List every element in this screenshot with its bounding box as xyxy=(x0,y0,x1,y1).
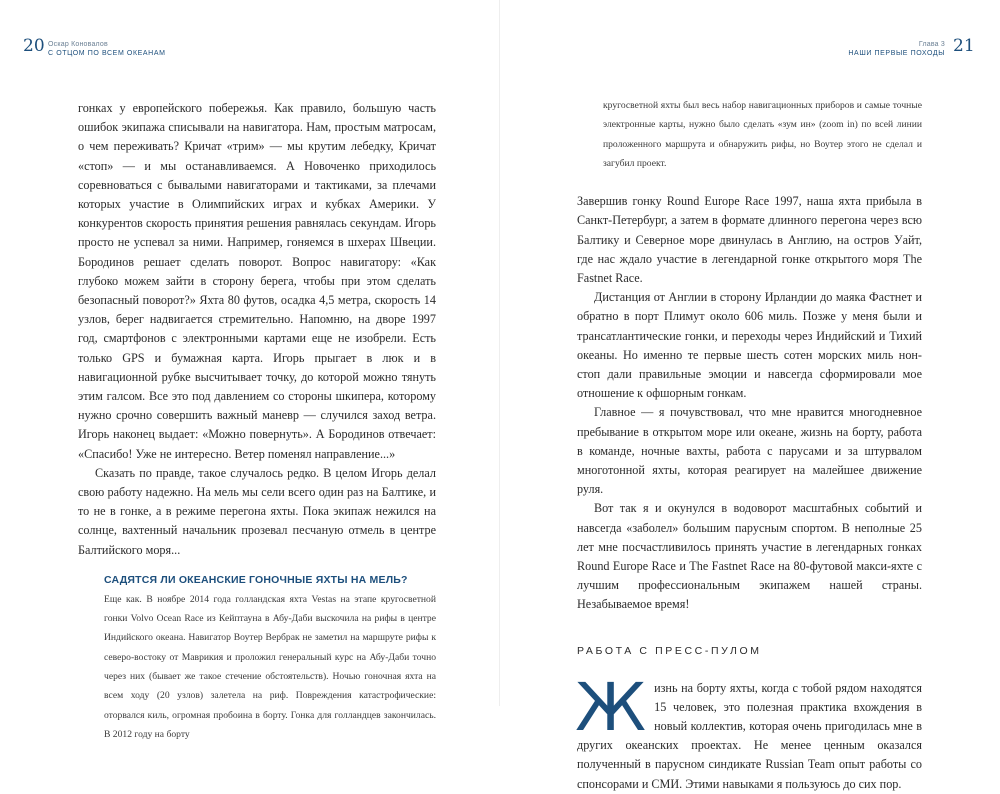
running-head-left xyxy=(48,40,166,58)
body-paragraph: Дистанция от Англии в сторону Ирландии до маяка Фастнет и обратно в порт Плимут около 606 миль. Позже у меня были и трансатлантические гонки, и переходы через Индийский и Тихий океаны. Но именно те первые шесть сотен морских миль нон-стоп дали правильные эмоции и навсегда сформировали мое отношение к офшорным гонкам. xyxy=(577,290,922,401)
left-page-body xyxy=(78,99,436,744)
section-heading: РАБОТА С ПРЕСС-ПУЛОМ xyxy=(577,644,762,657)
gutter xyxy=(499,0,500,706)
chapter-title: НАШИ ПЕРВЫЕ ПОХОДЫ xyxy=(848,50,945,57)
dropcap-paragraph xyxy=(575,668,922,794)
book-title: С ОТЦОМ ПО ВСЕМ ОКЕАНАМ xyxy=(48,50,166,57)
body-paragraph: Главное — я почувствовал, что мне нравится многодневное пребывание в открытом море или океане, жизнь на борту, работа в команде, ночные вахты, работа с парусами и за штурвалом многотонной яхты, которая реагирует на малейшее движение руля. xyxy=(577,405,922,497)
author-name: Оскар Коновалов xyxy=(48,41,108,48)
sidebar-continuation: кругосветной яхты был весь набор навигационных приборов и самые точные электронные карты, нужно было сделать «зум ин» (zoom in) по всей линии проложенного маршрута и обнаружить рифы, но Воутер этого не сделал и загубил проект. xyxy=(603,100,922,169)
body-paragraph: Завершив гонку Round Europe Race 1997, наша яхта прибыла в Санкт-Петербург, а затем в формате длинного перегона через всю Балтику и Северное море двинулась в Англию, на остров Уайт, где нас ждало участие в легендарной гонке открытого моря The Fastnet Race. xyxy=(577,194,922,285)
page-number-right: 21 xyxy=(953,36,975,56)
dropcap-letter: Ж xyxy=(575,668,647,746)
chapter-label: Глава 3 xyxy=(918,41,945,48)
body-paragraph: Вот так я и окунулся в водоворот масштабных событий и навсегда «заболел» большим парусным спортом. В неполные 25 лет мне посчастливилось принять участие в легендарных гонках Round Europe Race и The Fastnet Race на 80-футовой макси-яхте с лучшим профессиональным экипажем нашей страны. Незабываемое время! xyxy=(577,501,922,612)
body-paragraph: изнь на борту яхты, когда с тобой рядом находятся 15 человек, это полезная практика вхождения в новый коллектив, которая очень пригодилась мне в других океанских проектах. Не менее ценным оказался полученный в парусном синдикате Russian Team опыт работы со спонсорами и СМИ. Этими навыками я пользуюсь до сих пор. xyxy=(577,680,922,791)
body-paragraph: гонках у европейского побережья. Как правило, большую часть ошибок экипажа списывали на навигатора. Нам, простым матросам, о чем переживать? Кричат «трим» — мы крутим лебедку, Кричат «стоп» — и мы останавливаемся. А Новоченко приходилось соревноваться с бывалыми навигаторами и тактиками, за плечами которых участие в Олимпийских играх и кубках Америки. У конкурентов скорость принятия решения равнялась секундам. Игорь просто не успевал за ними. Например, гоняемся в шхерах Швеции. Бородинов решает сделать поворот. Вопрос навигатору: «Как глубоко можем зайти в сторону берега, чтобы при этом сделать безопасный поворот?» Яхта 80 футов, осадка 4,5 метра, скорость 14 узлов, берег надвигается стремительно. Напомню, на дворе 1997 год, смартфонов с электронными картами еще не изобрели. Есть только GPS и бумажная карта. Игорь прыгает в люк и в навигационной рубке высчитывает точку, до которой можно тянуть этим галсом. Все это под давлением со стороны шкипера, которому нужно срочно совершить важный маневр — случился заход ветра. Игорь наконец выдает: «Можно повернуть». А Бородинов отвечает: «Спасибо! Уже не интересно. Ветер поменял направление...» xyxy=(78,101,436,461)
running-head-right xyxy=(848,40,945,58)
page-number-left: 20 xyxy=(23,36,45,56)
right-page-body xyxy=(577,96,922,794)
sidebar-text: Еще как. В ноябре 2014 года голландская яхта Vestas на этапе кругосветной гонки Volvo Ocean Race из Кейптауна в Абу-Даби выскочила на рифы в центре Индийского океана. Навигатор Воутер Вербрак не заметил на маршруте рифы к северо-востоку от Маврикия и проложил генеральный курс на Абу-Даби точно через них (бывает же такое стечение обстоятельств). Ночью гоночная яхта на всем ходу (20 узлов) залетела на риф. Повреждения катастрофические: оторвался киль, огромная пробоина в борту. Гонка для голландцев закончилась. В 2012 году на борту xyxy=(104,593,436,740)
body-paragraph: Сказать по правде, такое случалось редко. В целом Игорь делал свою работу надежно. На мель мы сели всего один раз на Балтике, и то не в гонке, а в режиме перегона яхты. Пока экипаж нежился на солнце, вахтенный начальник прозевал песчаную отмель в центре Балтийского моря... xyxy=(78,465,436,557)
sidebar-heading: САДЯТСЯ ЛИ ОКЕАНСКИЕ ГОНОЧНЫЕ ЯХТЫ НА МЕЛЬ? xyxy=(104,573,408,586)
